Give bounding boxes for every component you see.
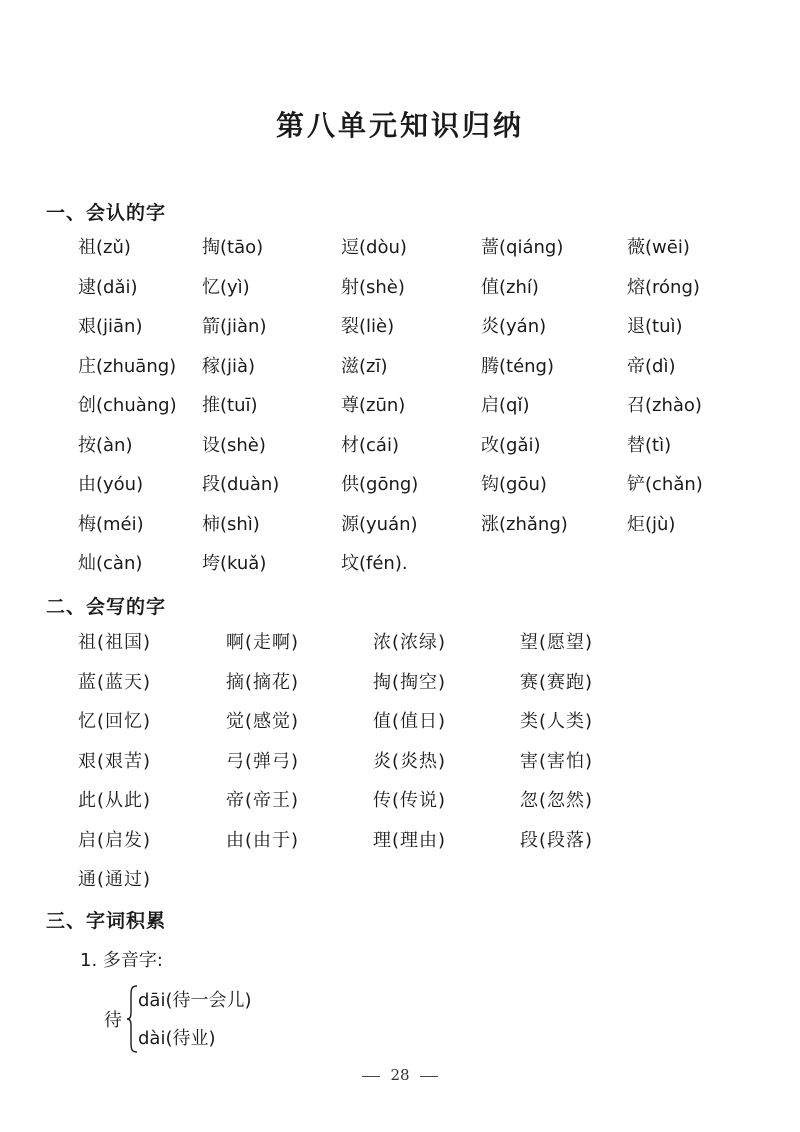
char-entry: 理(理由): [373, 829, 447, 851]
char-entry: 坟(fén).: [341, 553, 408, 574]
char-entry: 材(cái): [341, 434, 399, 456]
polyphonic-char: 待: [104, 1010, 122, 1031]
char-entry: 设(shè): [202, 434, 266, 456]
char-entry: 摘(摘花): [226, 671, 300, 693]
char-entry: 类(人类): [520, 711, 594, 732]
char-entry: 帝(dì): [627, 355, 676, 377]
char-entry: 创(chuàng): [78, 395, 177, 416]
page-title: 第八单元知识归纳: [275, 109, 524, 142]
footer-dash: [362, 1076, 380, 1077]
char-entry: 梅(méi): [78, 513, 144, 535]
char-entry: 段(duàn): [202, 474, 280, 495]
char-entry: 祖(祖国): [78, 632, 152, 653]
char-entry: 通(通过): [78, 869, 152, 890]
char-entry: 忽(忽然): [520, 790, 594, 811]
section-heading-recognize: 一、会认的字: [46, 202, 167, 224]
char-entry: 灿(càn): [78, 553, 143, 574]
char-entry: 由(yóu): [78, 474, 144, 495]
char-entry: 尊(zūn): [341, 395, 406, 416]
char-entry: 忆(回忆): [78, 711, 152, 732]
char-entry: 改(gǎi): [481, 434, 541, 456]
recognize-char-grid: [78, 228, 777, 584]
char-entry: 害(害怕): [520, 750, 594, 772]
char-entry: 炬(jù): [627, 513, 676, 535]
char-entry: 按(àn): [78, 434, 133, 456]
char-entry: 腾(téng): [481, 355, 555, 377]
char-entry: 蔷(qiáng): [481, 237, 564, 258]
char-entry: 值(zhí): [481, 276, 539, 298]
char-entry: 赛(赛跑): [520, 671, 594, 693]
char-entry: 逮(dǎi): [78, 276, 138, 298]
char-entry: 铲(chǎn): [627, 474, 703, 495]
char-entry: 启(qǐ): [481, 395, 530, 416]
char-entry: 祖(zǔ): [78, 237, 131, 258]
section-heading-vocab: 三、字词积累: [46, 910, 167, 932]
char-entry: 此(从此): [78, 790, 152, 811]
char-entry: 艰(jiān): [78, 316, 143, 337]
char-entry: 帝(帝王): [226, 790, 300, 811]
char-entry: 钩(gōu): [481, 474, 547, 495]
char-entry: 箭(jiàn): [202, 316, 267, 337]
polyphonic-reading: dài(待业): [138, 1028, 216, 1049]
char-entry: 觉(感觉): [226, 711, 300, 732]
char-entry: 值(值日): [373, 711, 447, 732]
char-entry: 滋(zī): [341, 355, 388, 377]
char-entry: 浓(浓绿): [373, 632, 447, 653]
char-entry: 稼(jià): [202, 355, 256, 377]
char-entry: 薇(wēi): [627, 237, 690, 258]
char-entry: 艰(艰苦): [78, 750, 152, 772]
polyphonic-subheading: 1. 多音字:: [80, 950, 163, 971]
write-char-grid: [78, 623, 670, 900]
char-entry: 召(zhào): [627, 395, 702, 416]
page-number-footer: [0, 1066, 800, 1084]
polyphonic-entry: [104, 980, 364, 1056]
page-number: 28: [390, 1066, 410, 1084]
char-entry: 传(传说): [373, 790, 447, 811]
char-entry: 垮(kuǎ): [202, 553, 267, 574]
char-entry: 裂(liè): [341, 316, 395, 337]
char-entry: 推(tuī): [202, 395, 258, 416]
char-entry: 庄(zhuāng): [78, 355, 177, 377]
char-entry: 掏(掏空): [373, 671, 447, 693]
char-entry: 供(gōng): [341, 474, 419, 495]
footer-dash: [420, 1076, 438, 1077]
section-heading-write: 二、会写的字: [46, 596, 167, 618]
char-entry: 替(tì): [627, 434, 672, 456]
char-entry: 啊(走啊): [226, 632, 300, 653]
polyphonic-reading: dāi(待一会儿): [138, 990, 252, 1011]
char-entry: 掏(tāo): [202, 237, 264, 258]
brace-icon: [126, 984, 138, 1054]
char-entry: 由(由于): [226, 829, 300, 851]
char-entry: 忆(yì): [202, 276, 250, 298]
char-entry: 弓(弹弓): [226, 750, 300, 772]
char-entry: 熔(róng): [627, 276, 700, 298]
char-entry: 柿(shì): [202, 513, 260, 535]
char-entry: 涨(zhǎng): [481, 513, 568, 535]
char-entry: 炎(yán): [481, 316, 547, 337]
char-entry: 蓝(蓝天): [78, 671, 152, 693]
char-entry: 炎(炎热): [373, 750, 447, 772]
char-entry: 逗(dòu): [341, 237, 407, 258]
char-entry: 射(shè): [341, 276, 405, 298]
char-entry: 启(启发): [78, 829, 152, 851]
char-entry: 源(yuán): [341, 513, 418, 535]
char-entry: 退(tuì): [627, 316, 683, 337]
char-entry: 望(愿望): [520, 632, 594, 653]
char-entry: 段(段落): [520, 829, 594, 851]
